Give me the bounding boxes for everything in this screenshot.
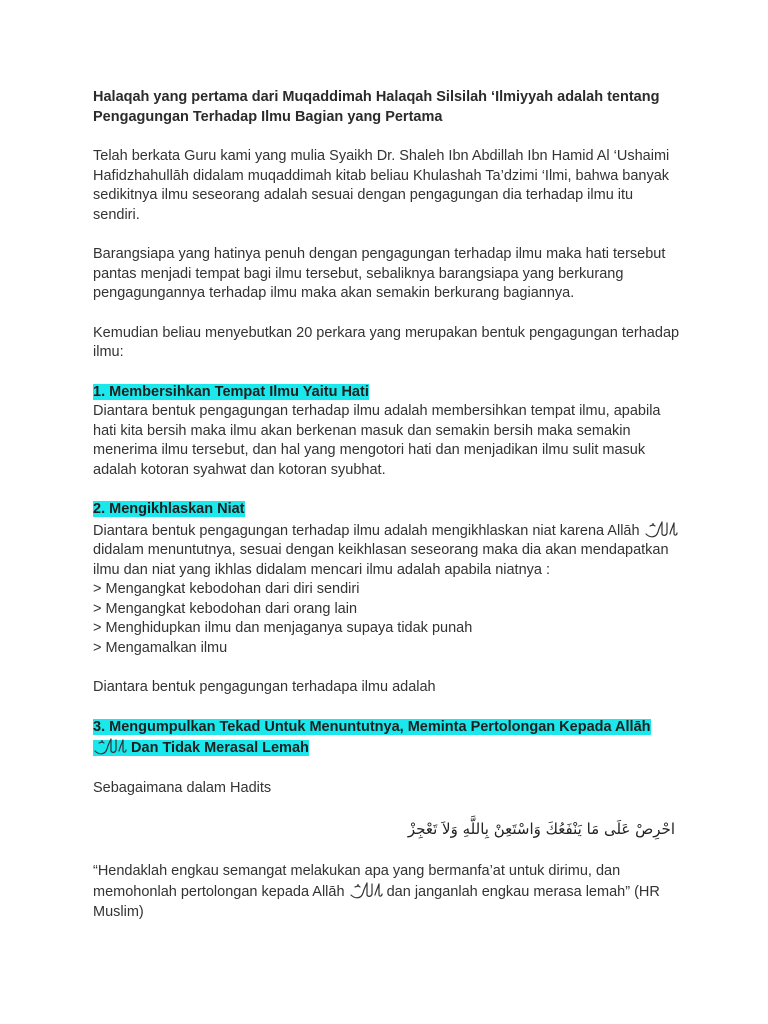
- jalla-jalaluh-icon: [93, 737, 127, 757]
- section-2-list-item-4: > Mengamalkan ilmu: [93, 639, 228, 656]
- hadith-translation: [93, 862, 683, 923]
- section-2-list-item-2: > Mengangkat kebodohan dari orang lain: [93, 600, 358, 617]
- section-1: [93, 383, 683, 481]
- document-title: Halaqah yang pertama dari Muqaddimah Halaqah Silsilah ‘Ilmiyyah adalah tentang Pengagungan Terhadap Ilmu Bagian yang Pertama: [93, 89, 660, 125]
- intro-paragraph-3: Kemudian beliau menyebutkan 20 perkara yang merupakan bentuk pengagungan terhadap ilmu:: [93, 324, 680, 360]
- section-3-heading: [93, 718, 683, 759]
- intro-paragraph-2: Barangsiapa yang hatinya penuh dengan pengagungan terhadap ilmu maka hati tersebut pantas menjadi tempat bagi ilmu tersebut, sebaliknya barangsiapa yang berkurang pengagungannya terhadap ilmu maka akan semakin berkurang bagiannya.: [93, 246, 666, 301]
- section-3-heading-part1: 3. Mengumpulkan Tekad Untuk Menuntutnya, Meminta Pertolongan Kepada Allāh: [93, 718, 651, 735]
- section-2-after: Diantara bentuk pengagungan terhadapa ilmu adalah: [93, 679, 436, 695]
- section-2-heading: [93, 500, 683, 520]
- section-2-body-part2: didalam menuntutnya, sesuai dengan keikhlasan seseorang maka dia akan mendapatkan ilmu dan niat yang ikhlas didalam mencari ilmu adalah apabila niatnya :: [93, 542, 669, 578]
- section-2-list-item-1: > Mengangkat kebodohan dari diri sendiri: [93, 581, 360, 597]
- hadith-arabic-text: احْرِصْ عَلَى مَا يَنْفَعُكَ وَاسْتَعِنْ بِاللَّهِ وَلاَ تَعْجِزْ: [407, 820, 675, 838]
- section-3-heading-part2: Dan Tidak Merasal Lemah: [131, 740, 309, 756]
- section-3-heading-block: [93, 718, 683, 759]
- section-2-body-part1: Diantara bentuk pengagungan terhadap ilmu adalah mengikhlaskan niat karena Allāh: [93, 522, 640, 539]
- jalla-jalaluh-icon: [644, 520, 678, 540]
- hadith-translation-part1: “Hendaklah engkau semangat melakukan apa yang bermanfa’at untuk dirimu, dan memohonlah pertolongan kepada Allāh: [93, 862, 621, 900]
- section-3-intro: Sebagaimana dalam Hadits: [93, 779, 272, 796]
- section-3-heading-highlight: [93, 719, 651, 757]
- section-2-body: [93, 520, 683, 581]
- section-2-list-item-3: > Menghidupkan ilmu dan menjaganya supaya tidak punah: [93, 620, 473, 636]
- hadith-translation-part2: dan janganlah engkau merasa lemah” (HR Muslim): [93, 884, 660, 920]
- section-2-heading-text: 2. Mengikhlaskan Niat: [93, 501, 245, 517]
- section-1-heading: [93, 383, 683, 403]
- section-2: [93, 500, 683, 658]
- intro-paragraph-1: Telah berkata Guru kami yang mulia Syaikh Dr. Shaleh Ibn Abdillah Ibn Hamid Al ‘Ushaimi Hafidzhahullāh didalam muqaddimah kitab beliau Khulashah Ta’dzimi ‘Ilmi, bahwa banyak sedikitnya ilmu seseorang adalah sesuai dengan pengagungan dia terhadap ilmu itu sendiri.: [93, 148, 670, 223]
- document-page: [93, 88, 683, 922]
- section-1-body: Diantara bentuk pengagungan terhadap ilmu adalah membersihkan tempat ilmu, apabila hati kita bersih maka ilmu akan berkenan masuk dan semakin bersih maka semakin menerima ilmu tersebut, dan hal yang mengotori hati dan menjadikan ilmu sulit masuk adalah kotoran syahwat dan kotoran syubhat.: [93, 403, 661, 478]
- jalla-jalaluh-icon: [349, 881, 383, 901]
- section-1-heading-text: 1. Membersihkan Tempat Ilmu Yaitu Hati: [93, 383, 369, 400]
